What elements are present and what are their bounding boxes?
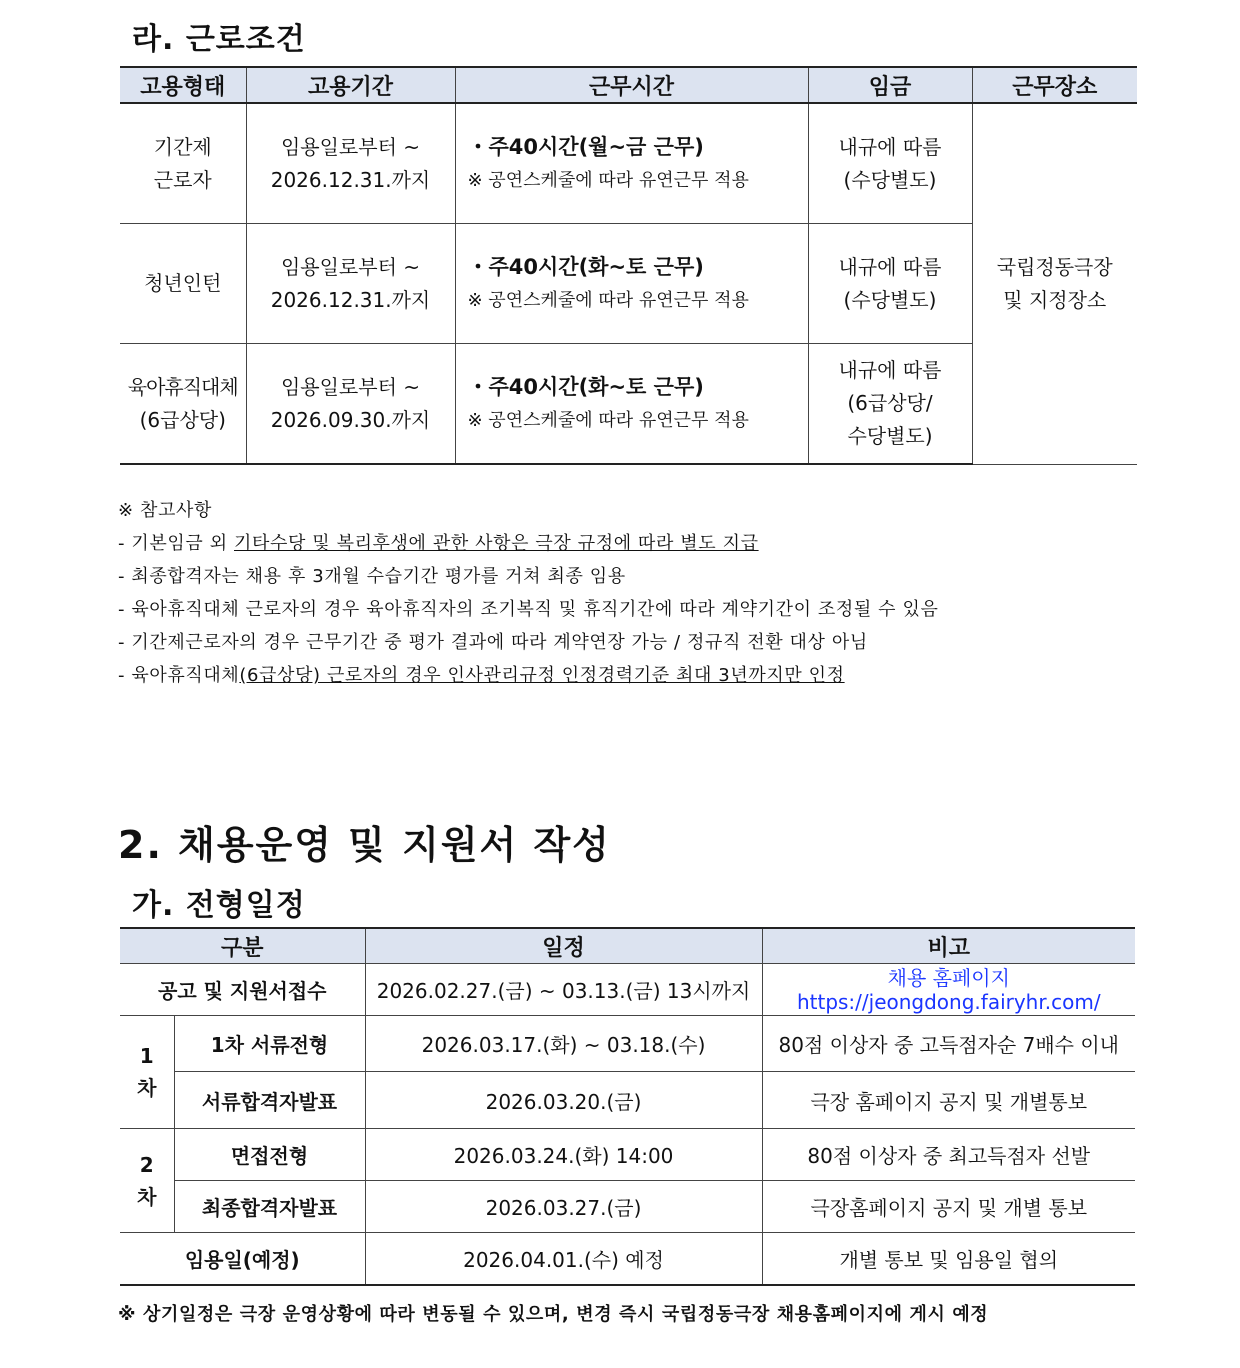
wage-text: 내규에 따름 xyxy=(838,358,942,382)
note-underlined-text: (6급상당) 근로자의 경우 인사관리규정 인정경력기준 최대 3년까지만 인정 xyxy=(239,665,845,686)
hours-cell xyxy=(455,103,808,224)
wage-text: (6급상당/ xyxy=(847,391,933,415)
stage-date: 2026.03.27.(금) xyxy=(365,1181,762,1233)
wage-cell xyxy=(808,103,972,224)
table-row xyxy=(120,1016,1135,1072)
work-place-cell xyxy=(972,103,1137,464)
column-header: 근무시간 xyxy=(455,67,808,103)
stage-label: 공고 및 지원서접수 xyxy=(120,964,365,1016)
note-item: - 기간제근로자의 경우 근무기간 중 평가 결과에 따라 계약연장 가능 / 정규직 전환 대상 아님 xyxy=(118,632,868,653)
hours-cell xyxy=(455,224,808,344)
hours-cell xyxy=(455,344,808,465)
table-row xyxy=(120,1233,1135,1285)
note-underlined-text: 기타수당 및 복리후생에 관한 사항은 극장 규정에 따라 별도 지급 xyxy=(234,533,759,554)
column-header: 일정 xyxy=(365,928,762,964)
hours-main: ・주40시간(화~토 근무) xyxy=(467,254,704,279)
stage-note: 극장홈페이지 공지 및 개별 통보 xyxy=(762,1181,1135,1233)
note-item: - 최종합격자는 채용 후 3개월 수습기간 평가를 거쳐 최종 임용 xyxy=(118,566,626,587)
column-header: 고용형태 xyxy=(120,67,246,103)
column-header: 구분 xyxy=(120,928,365,964)
employment-type-cell xyxy=(120,344,246,465)
stage-date: 2026.04.01.(수) 예정 xyxy=(365,1233,762,1285)
stage-note: 80점 이상자 중 고득점자순 7배수 이내 xyxy=(762,1016,1135,1072)
note-text: - 육아휴직대체 xyxy=(118,665,240,686)
schedule-table xyxy=(120,927,1135,1286)
hours-main: ・주40시간(화~토 근무) xyxy=(467,374,704,399)
wage-cell xyxy=(808,224,972,344)
wage-text: (수당별도) xyxy=(843,287,937,312)
period-cell xyxy=(246,103,455,224)
employment-type: 근로자 xyxy=(153,167,212,192)
column-header: 근무장소 xyxy=(972,67,1137,103)
section-title-schedule: 가. 전형일정 xyxy=(132,888,306,923)
round-label xyxy=(120,1129,174,1233)
stage-label: 면접전형 xyxy=(174,1129,365,1181)
stage-date: 2026.02.27.(금) ~ 03.13.(금) 13시까지 xyxy=(365,964,762,1016)
wage-text: 내규에 따름 xyxy=(838,254,942,279)
stage-note: 개별 통보 및 임용일 협의 xyxy=(762,1233,1135,1285)
employment-type-cell xyxy=(120,103,246,224)
table-header-row xyxy=(120,928,1135,964)
table-header-row xyxy=(120,67,1137,103)
homepage-link-url[interactable]: https://jeongdong.fairyhr.com/ xyxy=(796,989,1101,1014)
stage-date: 2026.03.24.(화) 14:00 xyxy=(365,1129,762,1181)
note-item xyxy=(118,527,938,560)
hours-note: ※ 공연스케줄에 따라 유연근무 적용 xyxy=(467,409,749,431)
table-row xyxy=(120,964,1135,1016)
round-label xyxy=(120,1016,174,1129)
table-row xyxy=(120,1129,1135,1181)
stage-date: 2026.03.17.(화) ~ 03.18.(수) xyxy=(365,1016,762,1072)
reference-notes xyxy=(118,494,938,692)
stage-note xyxy=(762,964,1135,1016)
employment-type: 기간제 xyxy=(153,134,212,159)
round-number: 2 xyxy=(139,1152,154,1177)
column-header: 고용기간 xyxy=(246,67,455,103)
period-end: 2026.12.31.까지 xyxy=(270,287,431,312)
stage-note: 80점 이상자 중 최고득점자 선발 xyxy=(762,1129,1135,1181)
period-end: 2026.09.30.까지 xyxy=(270,407,431,432)
period-start: 임용일로부터 ~ xyxy=(280,254,421,279)
period-start: 임용일로부터 ~ xyxy=(280,134,421,159)
section-title-working-conditions: 라. 근로조건 xyxy=(132,22,306,57)
employment-type: 육아휴직대체 xyxy=(127,374,238,399)
round-suffix: 차 xyxy=(137,1076,157,1100)
stage-note: 극장 홈페이지 공지 및 개별통보 xyxy=(762,1072,1135,1129)
hours-main: ・주40시간(월~금 근무) xyxy=(467,134,704,159)
period-cell xyxy=(246,224,455,344)
stage-label: 임용일(예정) xyxy=(120,1233,365,1285)
work-place: 및 지정장소 xyxy=(1003,287,1107,312)
period-start: 임용일로부터 ~ xyxy=(280,374,421,399)
table-row xyxy=(120,103,1137,224)
section-title-recruitment: 2. 채용운영 및 지원서 작성 xyxy=(118,823,611,867)
stage-label: 최종합격자발표 xyxy=(174,1181,365,1233)
stage-label: 1차 서류전형 xyxy=(174,1016,365,1072)
period-end: 2026.12.31.까지 xyxy=(270,167,431,192)
employment-type: 청년인턴 xyxy=(144,271,222,295)
note-item xyxy=(118,659,938,692)
notes-title: ※ 참고사항 xyxy=(118,500,212,521)
work-place: 국립정동극장 xyxy=(996,254,1113,279)
employment-type-cell xyxy=(120,224,246,344)
stage-date: 2026.03.20.(금) xyxy=(365,1072,762,1129)
working-conditions-table xyxy=(120,66,1137,465)
wage-text: (수당별도) xyxy=(843,167,937,192)
table-row xyxy=(120,1072,1135,1129)
employment-type: (6급상당) xyxy=(139,407,226,432)
hours-note: ※ 공연스케줄에 따라 유연근무 적용 xyxy=(467,289,749,311)
column-header: 임금 xyxy=(808,67,972,103)
schedule-footnote: ※ 상기일정은 극장 운영상황에 따라 변동될 수 있으며, 변경 즉시 국립정동극장 채용홈페이지에 게시 예정 xyxy=(118,1304,989,1325)
wage-text: 내규에 따름 xyxy=(838,134,942,159)
round-suffix: 차 xyxy=(137,1184,157,1209)
wage-text: 수당별도) xyxy=(847,424,933,448)
hours-note: ※ 공연스케줄에 따라 유연근무 적용 xyxy=(467,169,749,191)
round-number: 1 xyxy=(139,1044,154,1068)
period-cell xyxy=(246,344,455,465)
homepage-link-label[interactable]: 채용 홈페이지 xyxy=(887,965,1010,990)
note-text: - 기본임금 외 xyxy=(118,533,234,554)
note-item: - 육아휴직대체 근로자의 경우 육아휴직자의 조기복직 및 휴직기간에 따라 계약기간이 조정될 수 있음 xyxy=(118,599,939,620)
column-header: 비고 xyxy=(762,928,1135,964)
wage-cell xyxy=(808,344,972,465)
table-row xyxy=(120,1181,1135,1233)
stage-label: 서류합격자발표 xyxy=(174,1072,365,1129)
